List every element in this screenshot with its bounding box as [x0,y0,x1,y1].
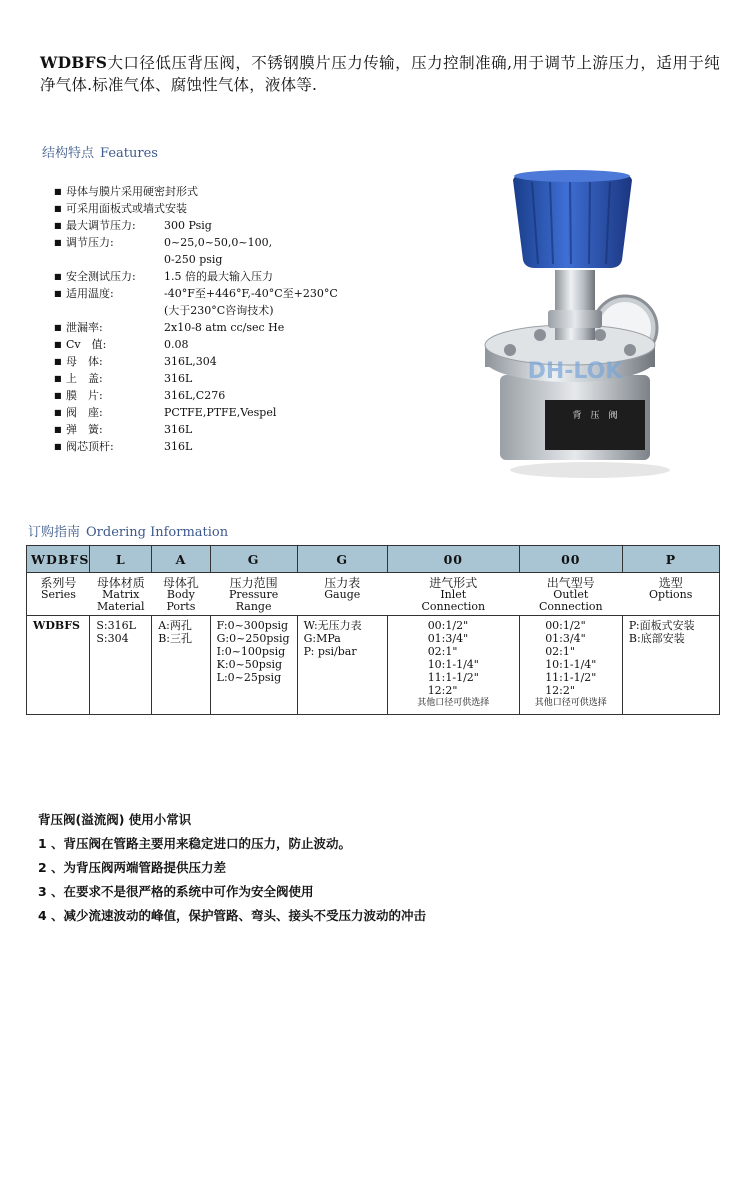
code-cell: A [152,546,210,573]
model-name: WDBFS [40,53,108,72]
feature-value: 300 Psig [164,219,212,232]
outlet-note: 其他口径可供选择 [534,698,607,708]
bullet-icon: ■ [54,238,62,247]
header-cn: 压力表 [324,576,361,590]
tip-item: 3 、在要求不是很严格的系统中可作为安全阀使用 [38,884,314,899]
pressure-cell: F:0~300psig G:0~250psig I:0~100psig K:0~50psig L:0~25psig [210,616,297,715]
ordering-title [28,521,228,540]
feature-label: 泄漏率: [66,321,103,334]
feature-item [54,319,414,336]
bullet-icon: ■ [54,408,62,417]
header-en: Body Ports [166,588,196,613]
feature-item [54,404,414,421]
intro-text: 大口径低压背压阀，不锈钢膜片压力传输，压力控制准确,用于调节上游压力，适用于纯净气体.标准气体、腐蚀性气体，液体等. [40,54,720,94]
feature-item [54,285,414,319]
header-cn: 出气型号 [546,576,595,590]
feature-item [54,217,414,234]
bullet-icon: ■ [54,340,62,349]
header-en: Series [40,588,76,601]
feature-value: 0~25,0~50,0~100, 0-250 psig [164,236,273,266]
feature-value: 2x10-8 atm cc/sec He [164,321,285,334]
feature-item [54,370,414,387]
feature-item [54,268,414,285]
header-cell [152,573,210,616]
intro-paragraph [40,52,720,96]
watermark-logo: DH-LOK [527,359,623,384]
header-cn: 选型 [658,576,683,590]
feature-value: 316L [164,372,193,385]
feature-value: 316L,C276 [164,389,226,402]
gauge-cell: W:无压力表 G:MPa P: psi/bar [297,616,387,715]
feature-value [198,183,414,200]
code-cell: G [210,546,297,573]
feature-value: 0.08 [164,338,189,351]
bullet-icon: ■ [54,323,62,332]
inlet-cell [387,616,519,715]
bullet-icon: ■ [54,391,62,400]
code-cell: P [622,546,719,573]
usage-tips [38,808,426,928]
feature-item [54,183,414,200]
inlet-note: 其他口径可供选择 [417,698,490,708]
header-cell [297,573,387,616]
product-image [470,160,680,480]
ordering-title-en: Ordering Information [86,525,229,540]
feature-value: 316L,304 [164,355,217,368]
options-cell: P:面板式安装 B:底部安装 [622,616,719,715]
ordering-table [26,545,720,715]
header-en: Options [649,588,693,601]
feature-label: 可采用面板式或墙式安装 [66,202,187,215]
features-title-cn: 结构特点 [42,146,95,161]
header-cell [622,573,719,616]
bullet-icon: ■ [54,187,62,196]
header-cell [27,573,90,616]
header-cell [519,573,622,616]
tip-item: 1 、背压阀在管路主要用来稳定进口的压力，防止波动。 [38,836,352,851]
body-label-text: 背 压 阀 [572,411,618,421]
header-row [27,573,720,616]
tip-item: 4 、减少流速波动的峰值，保护管路、弯头、接头不受压力波动的冲击 [38,908,427,923]
feature-value: PCTFE,PTFE,Vespel [164,406,277,419]
ordering-title-cn: 订购指南 [28,525,81,540]
header-en: Inlet Connection [421,588,486,613]
options-row [27,616,720,715]
feature-label: 上 盖: [66,372,103,385]
header-cell [387,573,519,616]
feature-value: 316L [164,440,193,453]
bullet-icon: ■ [54,374,62,383]
code-cell: 00 [519,546,622,573]
series-cell: WDBFS [27,616,90,715]
bullet-icon: ■ [54,442,62,451]
feature-value [187,200,414,217]
feature-value: 316L [164,423,193,436]
header-cn: 压力范围 [229,576,278,590]
ports-cell: A:两孔 B:三孔 [152,616,210,715]
feature-item [54,438,414,455]
feature-item [54,200,414,217]
feature-label: 最大调节压力: [66,219,136,232]
bullet-icon: ■ [54,221,62,230]
feature-item [54,353,414,370]
header-en: Gauge [324,588,361,601]
header-cn: 母体孔 [162,576,199,590]
header-cn: 母体材质 [96,576,145,590]
features-title-en: Features [100,146,158,161]
outlet-cell [519,616,622,715]
code-row [27,546,720,573]
feature-label: 适用温度: [66,287,114,300]
feature-label: 母体与膜片采用硬密封形式 [66,185,198,198]
header-cn: 进气形式 [429,576,478,590]
header-cell [210,573,297,616]
features-title [42,142,158,161]
outlet-values: 00:1/2" 01:3/4" 02:1" 10:1-1/4" 11:1-1/2" 12:2" [545,619,597,697]
tips-title: 背压阀(溢流阀) 使用小常识 [38,812,192,827]
code-cell: G [297,546,387,573]
feature-label: 母 体: [66,355,103,368]
bullet-icon: ■ [54,272,62,281]
code-cell: WDBFS [27,546,90,573]
feature-label: 调节压力: [66,236,114,249]
bullet-icon: ■ [54,357,62,366]
feature-label: 安全测试压力: [66,270,136,283]
header-cn: 系列号 [40,576,77,590]
feature-item [54,421,414,438]
inlet-values: 00:1/2" 01:3/4" 02:1" 10:1-1/4" 11:1-1/2" 12:2" [427,619,479,697]
feature-value: 1.5 倍的最大输入压力 [164,270,273,283]
code-cell: L [90,546,152,573]
bullet-icon: ■ [54,204,62,213]
feature-label: 膜 片: [66,389,103,402]
features-list [54,183,414,455]
feature-item [54,234,414,268]
header-cell [90,573,152,616]
tip-item: 2 、为背压阀两端管路提供压力差 [38,860,227,875]
header-en: Pressure Range [228,588,279,613]
bullet-icon: ■ [54,289,62,298]
feature-label: 阀 座: [66,406,103,419]
feature-value: -40°F至+446°F,-40°C至+230°C (大于230°C咨询技术) [164,287,338,317]
material-cell: S:316L S:304 [90,616,152,715]
feature-label: Cv 值: [66,338,107,351]
feature-label: 阀芯顶杆: [66,440,114,453]
feature-item [54,387,414,404]
bullet-icon: ■ [54,425,62,434]
header-en: Matrix Material [96,588,145,613]
header-en: Outlet Connection [539,588,603,613]
code-cell: 00 [387,546,519,573]
feature-item [54,336,414,353]
feature-label: 弹 簧: [66,423,103,436]
